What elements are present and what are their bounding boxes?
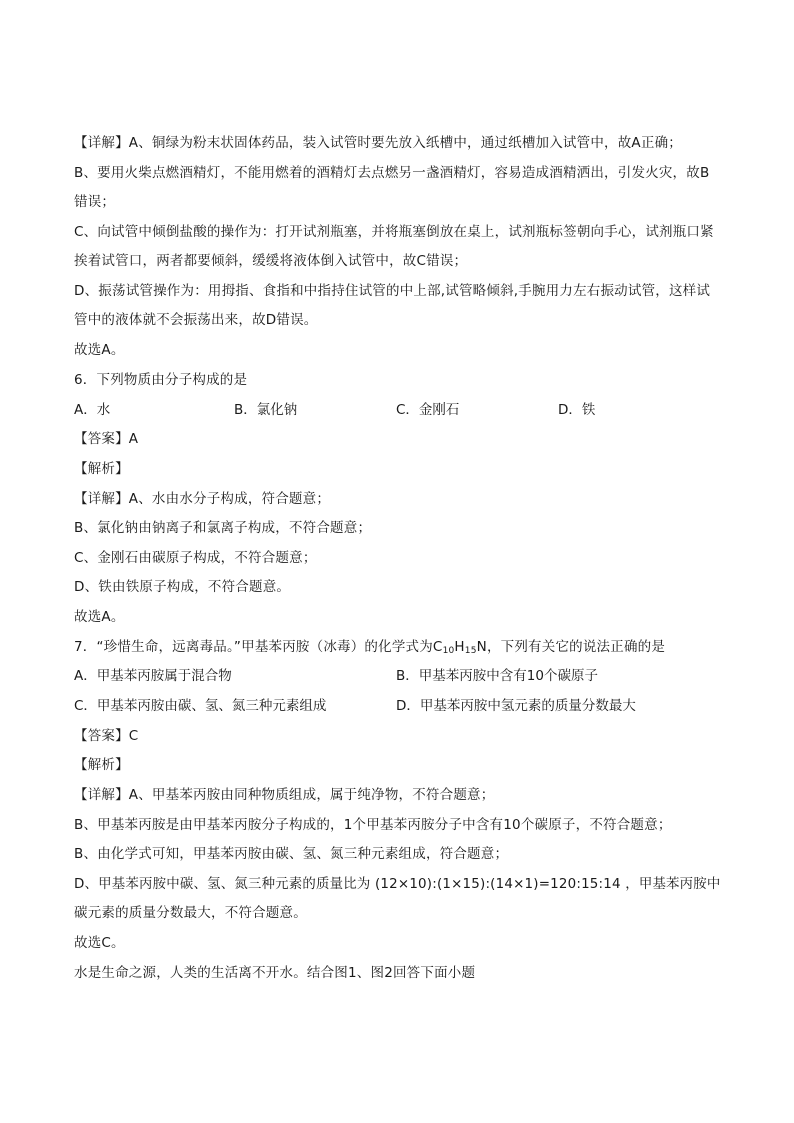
- q6-option-a: A．水: [74, 402, 111, 418]
- q5-detail-d-line2: 管中的液体就不会振荡出来，故D错误。: [74, 312, 318, 328]
- q7-option-c: C．甲基苯丙胺由碳、氢、氮三种元素组成: [74, 698, 327, 714]
- q5-detail-c-line1: C、向试管中倾倒盐酸的操作为：打开试剂瓶塞，并将瓶塞倒放在桌上，试剂瓶标签朝向手心，试剂瓶口紧: [74, 224, 714, 240]
- q6-option-b: B．氯化钠: [234, 402, 298, 418]
- q6-stem: 6．下列物质由分子构成的是: [74, 372, 248, 388]
- q7-stem-prefix: 7．“珍惜生命，远离毒品。”甲基苯丙胺（冰毒）的化学式为C: [74, 639, 443, 655]
- q6-conclusion: 故选A。: [74, 609, 125, 625]
- q7-stem: [74, 638, 665, 656]
- q7-formula-sub-hydrogen: 15: [464, 646, 477, 656]
- q7-conclusion: 故选C。: [74, 935, 125, 951]
- q6-answer: 【答案】A: [74, 431, 139, 447]
- q5-detail-a: 【详解】A、铜绿为粉末状固体药品，装入试管时要先放入纸槽中，通过纸槽加入试管中，故A正确；: [74, 135, 682, 151]
- q6-detail-b: B、氯化钠由钠离子和氯离子构成，不符合题意；: [74, 520, 372, 536]
- q5-detail-b-line1: B、要用火柴点燃酒精灯，不能用燃着的酒精灯去点燃另一盏酒精灯，容易造成酒精洒出，引发火灾，故B: [74, 165, 710, 181]
- q7-detail-d-line1: D、甲基苯丙胺中碳、氢、氮三种元素的质量比为 (12×10):(1×15):(14×1)=120:15:14 ，甲基苯丙胺中: [74, 876, 721, 892]
- q6-detail-d: D、铁由铁原子构成，不符合题意。: [74, 579, 291, 595]
- q6-detail-c: C、金刚石由碳原子构成，不符合题意；: [74, 550, 317, 566]
- q7-detail-b2: B、由化学式可知，甲基苯丙胺由碳、氢、氮三种元素组成，符合题意；: [74, 846, 509, 862]
- q7-formula-sub-carbon: 10: [442, 646, 455, 656]
- q7-answer: 【答案】C: [74, 728, 139, 744]
- q5-conclusion: 故选A。: [74, 342, 125, 358]
- q6-option-d: D．铁: [558, 402, 596, 418]
- q7-detail-b: B、甲基苯丙胺是由甲基苯丙胺分子构成的，1个甲基苯丙胺分子中含有10个碳原子，不符合题意；: [74, 817, 672, 833]
- q6-analysis-label: 【解析】: [74, 461, 129, 477]
- q5-detail-d-line1: D、振荡试管操作为：用拇指、食指和中指持住试管的中上部,试管略倾斜,手腕用力左右振动试管，这样试: [74, 283, 711, 299]
- q7-option-a: A．甲基苯丙胺属于混合物: [74, 668, 232, 684]
- q7-detail-d-line2: 碳元素的质量分数最大，不符合题意。: [74, 905, 307, 921]
- q7-option-d: D．甲基苯丙胺中氢元素的质量分数最大: [396, 698, 636, 714]
- q7-formula-h: H: [454, 639, 465, 655]
- q5-detail-c-line2: 挨着试管口，两者都要倾斜，缓缓将液体倒入试管中，故C错误；: [74, 253, 468, 269]
- q7-analysis-label: 【解析】: [74, 757, 129, 773]
- q7-detail-a: 【详解】A、甲基苯丙胺由同种物质组成，属于纯净物，不符合题意；: [74, 787, 495, 803]
- next-section-intro: 水是生命之源，人类的生活离不开水。结合图1、图2回答下面小题: [74, 965, 476, 981]
- q7-option-b: B．甲基苯丙胺中含有10个碳原子: [396, 668, 598, 684]
- q7-stem-suffix: N，下列有关它的说法正确的是: [476, 639, 666, 655]
- q6-option-c: C．金刚石: [396, 402, 460, 418]
- q5-detail-b-line2: 错误；: [74, 194, 116, 210]
- q6-detail-a: 【详解】A、水由水分子构成，符合题意；: [74, 491, 331, 507]
